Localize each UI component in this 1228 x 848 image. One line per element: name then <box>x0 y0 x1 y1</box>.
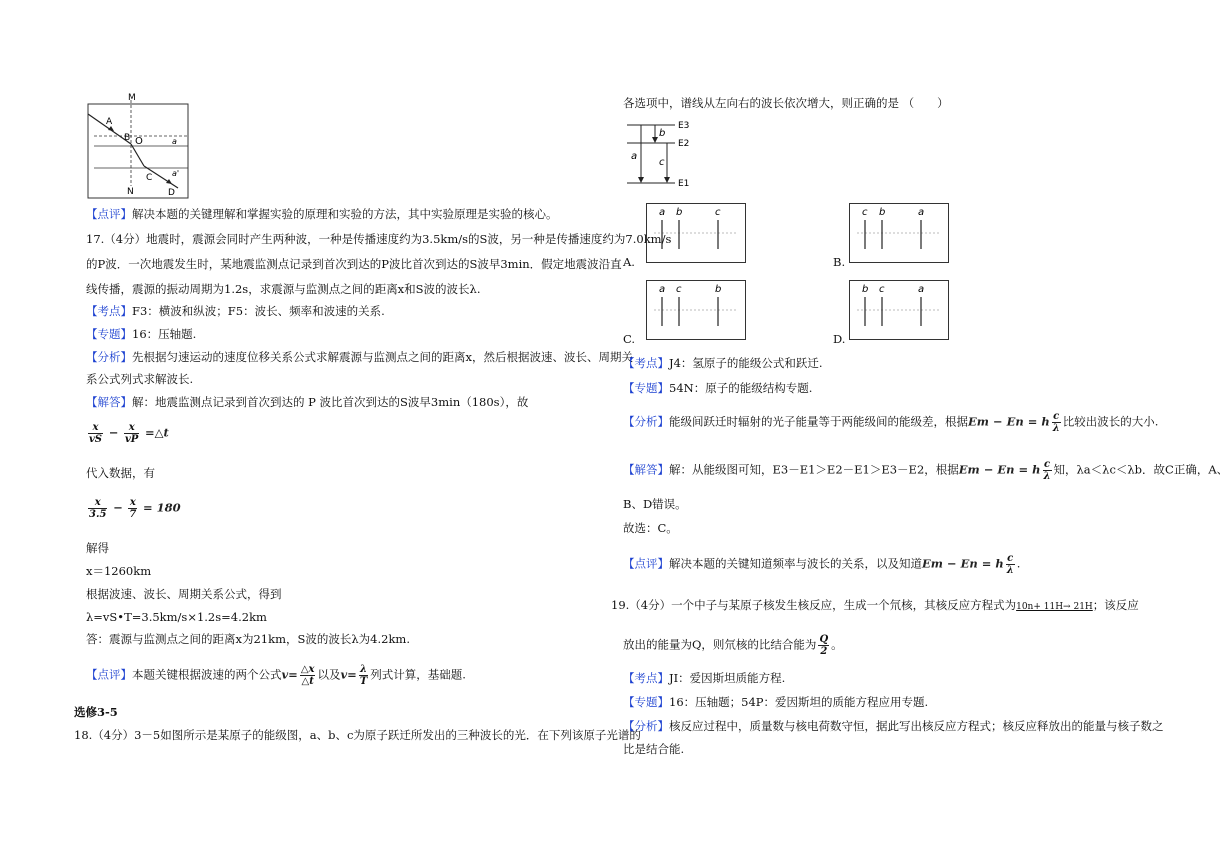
spectral-label-c: c <box>879 284 885 295</box>
right-column <box>611 0 1228 848</box>
label-A: A <box>106 117 113 127</box>
fenxi-19-line2: 比是结合能. <box>623 742 685 756</box>
label-a: a <box>631 151 638 162</box>
spectral-label-a: a <box>659 284 666 295</box>
spectral-label-c: c <box>862 207 868 218</box>
spectrum-box-0 <box>646 203 746 263</box>
spectral-label-a: a <box>918 207 925 218</box>
option-letter-3: D. <box>833 332 846 346</box>
refraction-diagram <box>86 92 196 200</box>
zhuanti-18: 【专题】54N：原子的能级结构专题. <box>623 381 813 395</box>
q17-line1: 17.（4分）地震时，震源会同时产生两种波，一种是传播速度约为3.5km/s的S波，另一种是传播速度约为7.0km/s <box>86 232 672 246</box>
fenxi-18: 【分析】能级间跃迁时辐射的光子能量等于两能级间的能级差，根据Em − En = h $\frac{c}{\lambda}$ 比较出波长的大小. <box>623 411 1159 434</box>
label-E2: E2 <box>678 139 690 149</box>
label-D: D <box>168 188 175 198</box>
jiede-text: 解得 <box>86 541 109 555</box>
q17-line3: 线传播，震源的振动周期为1.2s，求震源与监测点之间的距离x和S波的波长λ. <box>86 282 481 296</box>
q18-line1: 18.（4分）3－5如图所示是某原子的能级图，a、b、c为原子跃迁所发出的三种波长的光．在下列该原子光谱的 <box>74 728 641 742</box>
label-E1: E1 <box>678 179 690 189</box>
q19-blank-equation: 10n+ 11H→ 21H <box>1016 602 1093 612</box>
spectral-label-b: b <box>676 207 683 218</box>
daishu-text: 代入数据，有 <box>86 466 155 480</box>
dianping-17: 【点评】本题关键根据波速的两个公式v= $\frac{\triangle x}{\triangle t}$ 以及v= $\frac{\lambda}{T}$ 列式计算，基础题. <box>86 664 466 687</box>
label-C: C <box>146 173 153 183</box>
jieda-17: 【解答】解：地震监测点记录到首次到达的 P 波比首次到达的S波早3min（180s），故 <box>86 395 529 409</box>
label-E3: E3 <box>678 121 690 131</box>
spectral-label-b: b <box>715 284 722 295</box>
guxuan: 故选：C。 <box>623 521 678 535</box>
dianping-18: 【点评】解决本题的关键知道频率与波长的关系，以及知道Em − En = h $\frac{c}{\lambda}$ . <box>623 553 1021 576</box>
label-B: B <box>124 133 131 143</box>
equation-2: $\frac{x}{3.5}$ − $\frac{x}{7}$ = 180 <box>89 497 181 520</box>
spectral-label-b: b <box>879 207 886 218</box>
q18-line2: 各选项中，谱线从左向右的波长依次增大，则正确的是 （ ） <box>623 96 949 110</box>
zhuanti-17: 【专题】16：压轴题. <box>86 327 197 341</box>
q19-line2: 放出的能量为Q，则氘核的比结合能为 $\frac{Q}{2}$ 。 <box>623 634 843 657</box>
label-a: a <box>172 137 177 146</box>
kaodian-19: 【考点】JI：爱因斯坦质能方程. <box>623 671 786 685</box>
label-N: N <box>127 187 134 197</box>
jieda-18-line1: 【解答】解：从能级图可知，E3－E1＞E2－E1＞E3－E2，根据Em − En = h $\frac{c}{\lambda}$ 知，λa＜λc＜λb．故C正确，A、 <box>623 459 1228 482</box>
tag-dianping: 【点评】 <box>86 207 132 221</box>
label-b: b <box>659 128 666 139</box>
label-O: O <box>135 136 143 147</box>
option-letter-2: C. <box>623 332 636 346</box>
fenxi-19-line1: 【分析】核反应过程中，质量数与核电荷数守恒，据此写出核反应方程式；核反应释放出的能量与核子数之 <box>623 719 1164 733</box>
lambda-result: λ=vS•T=3.5km/s×1.2s=4.2km <box>86 610 267 624</box>
jieda-18-line2: B、D错误。 <box>623 497 687 511</box>
spectral-label-b: b <box>862 284 869 295</box>
genju-text: 根据波速、波长、周期关系公式，得到 <box>86 587 282 601</box>
equation-1: $\frac{x}{vS}$ − $\frac{x}{vP}$ =△t <box>89 422 169 445</box>
section-heading: 选修3-5 <box>74 705 118 719</box>
label-M: M <box>128 93 136 103</box>
dianping-16: 【点评】解决本题的关键理解和掌握实验的原理和实验的方法，其中实验原理是实验的核心。 <box>86 207 558 221</box>
spectrum-box-2 <box>646 280 746 340</box>
label-a-prime: a' <box>172 169 180 178</box>
label-c: c <box>659 157 665 168</box>
spectrum-box-1 <box>849 203 949 263</box>
fenxi-17-line1: 【分析】先根据匀速运动的速度位移关系公式求解震源与监测点之间的距离x，然后根据波速、波长、周期关 <box>86 350 633 364</box>
spectral-label-c: c <box>715 207 721 218</box>
zhuanti-19: 【专题】16：压轴题；54P：爱因斯坦的质能方程应用专题. <box>623 695 929 709</box>
option-letter-0: A. <box>623 255 635 269</box>
spectral-label-a: a <box>918 284 925 295</box>
kaodian-17: 【考点】F3：横波和纵波；F5：波长、频率和波速的关系. <box>86 304 385 318</box>
q19-line1: 19.（4分）一个中子与某原子核发生核反应，生成一个氘核，其核反应方程式为10n+ 11H→ 21H；该反应 <box>611 598 1139 612</box>
kaodian-18: 【考点】J4：氢原子的能级公式和跃迁. <box>623 356 823 370</box>
energy-level-diagram <box>623 117 703 191</box>
option-letter-1: B. <box>833 255 846 269</box>
spectrum-box-3 <box>849 280 949 340</box>
spectral-label-c: c <box>676 284 682 295</box>
answer-17: 答：震源与监测点之间的距离x为21km，S波的波长λ为4.2km. <box>86 632 410 646</box>
fenxi-17-line2: 系公式列式求解波长. <box>86 372 194 386</box>
q17-line2: 的P波．一次地震发生时，某地震监测点记录到首次到达的P波比首次到达的S波早3min．假定地震波沿直 <box>86 257 622 271</box>
x-result: x＝1260km <box>86 564 152 578</box>
spectral-label-a: a <box>659 207 666 218</box>
